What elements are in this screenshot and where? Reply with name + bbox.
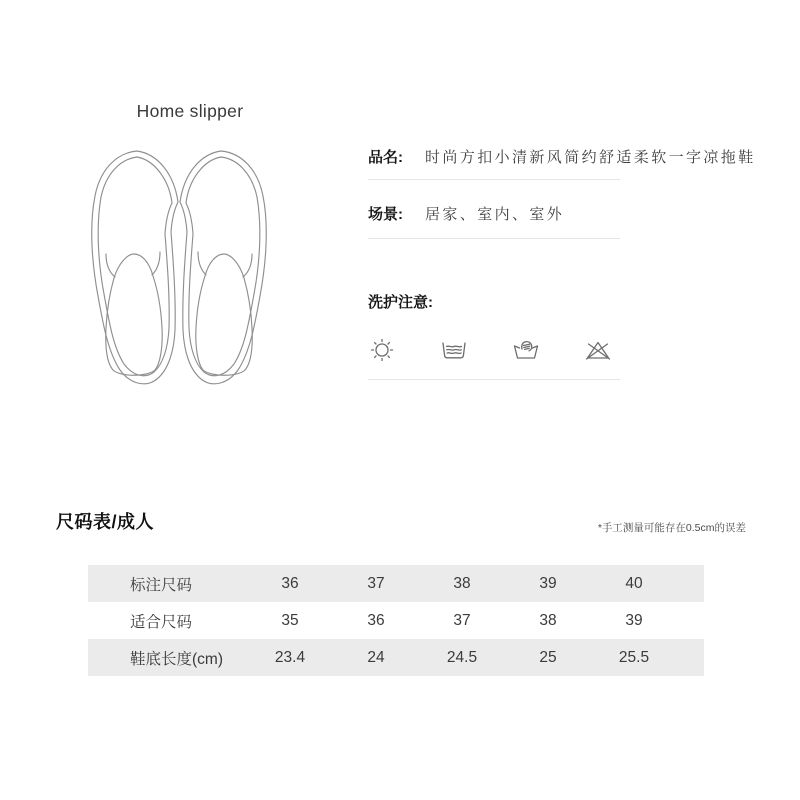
spec-label-scene: 场景:	[368, 206, 403, 223]
no-bleach-icon	[584, 336, 612, 364]
cell-value: 40	[625, 574, 643, 592]
size-chart-note: *手工测量可能存在0.5cm的误差	[597, 522, 746, 534]
cell-value: 25.5	[618, 648, 650, 666]
cell-value: 24	[367, 648, 385, 666]
hand-wash-icon	[512, 336, 540, 364]
product-spec-section	[368, 141, 768, 380]
spec-row-scene	[368, 180, 768, 238]
care-section-label: 洗护注意:	[368, 294, 433, 311]
cell-value: 39	[539, 574, 557, 592]
cell-value: 25	[539, 648, 557, 666]
sun-dry-icon	[368, 336, 396, 364]
cell-value: 38	[453, 574, 471, 592]
divider	[368, 379, 620, 380]
size-chart-heading: 尺码表/成人	[56, 512, 155, 532]
cell-value: 36	[281, 574, 299, 592]
cell-value: 36	[367, 611, 385, 629]
table-row	[88, 639, 704, 676]
page-title: Home slipper	[136, 101, 244, 121]
wash-tub-icon	[440, 336, 468, 364]
cell-value: 35	[281, 611, 299, 629]
table-row	[88, 565, 704, 602]
size-chart-table	[88, 565, 704, 676]
cell-value: 37	[453, 611, 471, 629]
row-header: 鞋底长度(cm)	[130, 650, 223, 668]
slippers-line-drawing-icon	[85, 146, 273, 394]
spec-value-scene: 居家、室内、室外	[425, 206, 565, 223]
row-header: 标注尺码	[130, 576, 193, 594]
cell-value: 23.4	[274, 648, 306, 666]
divider	[368, 238, 620, 239]
spec-value-name: 时尚方扣小清新风简约舒适柔软一字凉拖鞋	[425, 149, 756, 166]
cell-value: 37	[367, 574, 385, 592]
row-header: 适合尺码	[130, 613, 193, 631]
spec-label-name: 品名:	[368, 149, 403, 166]
cell-value: 38	[539, 611, 557, 629]
table-row	[88, 602, 704, 639]
care-icons-row	[368, 336, 768, 364]
cell-value: 24.5	[446, 648, 478, 666]
spec-row-name	[368, 141, 768, 179]
cell-value: 39	[625, 611, 643, 629]
